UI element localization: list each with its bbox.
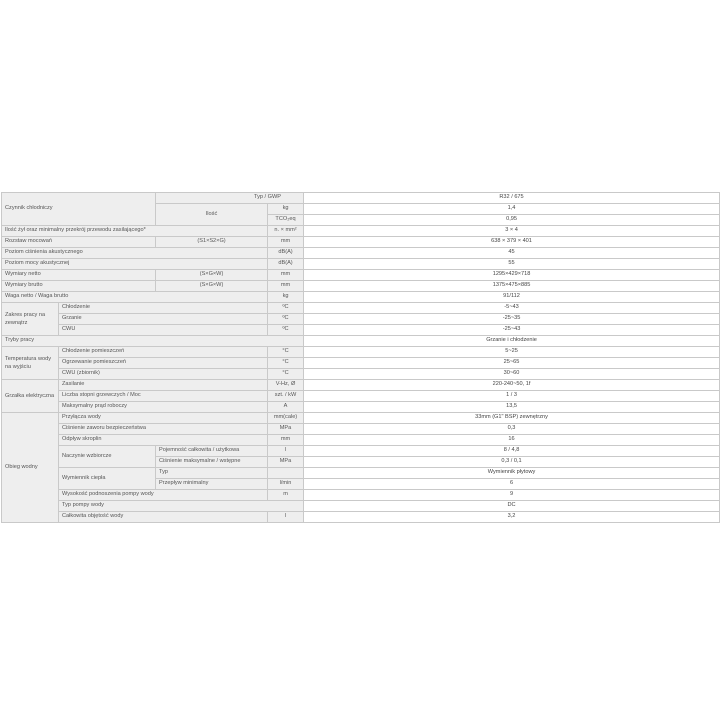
min-flow-value: 6 bbox=[304, 479, 720, 490]
kg-unit: kg bbox=[268, 204, 304, 215]
table-row bbox=[2, 501, 720, 512]
condensate-value: 16 bbox=[304, 435, 720, 446]
table-row bbox=[2, 380, 720, 391]
water-connection-label: Przyłącza wody bbox=[59, 413, 268, 424]
ext-range-value: -25~35 bbox=[304, 314, 720, 325]
water-temp-value: 30~60 bbox=[304, 369, 720, 380]
vessel-capacity-label: Pojemność całkowita / użytkowa bbox=[156, 446, 268, 457]
table-row bbox=[2, 314, 720, 325]
pump-head-unit: m bbox=[268, 490, 304, 501]
vessel-pressure-label: Ciśnienie maksymalne / wstępne bbox=[156, 457, 268, 468]
heater-unit: V-Hz, Ø bbox=[268, 380, 304, 391]
dim-net-unit: mm bbox=[268, 270, 304, 281]
weight-label: Waga netto / Waga brutto bbox=[2, 292, 268, 303]
pressure-value: 45 bbox=[304, 248, 720, 259]
table-row bbox=[2, 281, 720, 292]
water-temp-value: 25~65 bbox=[304, 358, 720, 369]
weight-unit: kg bbox=[268, 292, 304, 303]
table-row bbox=[2, 226, 720, 237]
pump-head-label: Wysokość podnoszenia pompy wody bbox=[59, 490, 268, 501]
water-circuit-label: Obieg wodny bbox=[2, 413, 59, 523]
tco2-unit: TCO₂eq bbox=[268, 215, 304, 226]
ext-range-unit: ºC bbox=[268, 314, 304, 325]
dim-net-sub: (S×G×W) bbox=[156, 270, 268, 281]
heater-unit: szt. / kW bbox=[268, 391, 304, 402]
ext-range-label: Zakres pracy na zewnątrz bbox=[2, 303, 59, 336]
mounting-unit: mm bbox=[268, 237, 304, 248]
table-row bbox=[2, 446, 720, 457]
water-volume-unit: l bbox=[268, 512, 304, 523]
table-row bbox=[2, 391, 720, 402]
table-row bbox=[2, 413, 720, 424]
heater-unit: A bbox=[268, 402, 304, 413]
table-row bbox=[2, 468, 720, 479]
table-row bbox=[2, 490, 720, 501]
heat-exchanger-label: Wymiennik ciepła bbox=[59, 468, 156, 490]
pump-head-value: 9 bbox=[304, 490, 720, 501]
ext-range-unit: ºC bbox=[268, 303, 304, 314]
table-row bbox=[2, 237, 720, 248]
water-temp-item: Chłodzenie pomieszczeń bbox=[59, 347, 268, 358]
mounting-value: 638 × 379 × 401 bbox=[304, 237, 720, 248]
mounting-sub: (S1×S2×G) bbox=[156, 237, 268, 248]
dim-gross-sub: (S×G×W) bbox=[156, 281, 268, 292]
spec-table bbox=[1, 192, 720, 523]
condensate-label: Odpływ skroplin bbox=[59, 435, 268, 446]
table-row bbox=[2, 512, 720, 523]
kg-value: 1,4 bbox=[304, 204, 720, 215]
power-unit: dB(A) bbox=[268, 259, 304, 270]
refrigerant-label: Czynnik chłodniczy bbox=[2, 193, 156, 226]
dim-gross-unit: mm bbox=[268, 281, 304, 292]
table-row bbox=[2, 259, 720, 270]
water-temp-item: Ogrzewanie pomieszczeń bbox=[59, 358, 268, 369]
expansion-vessel-label: Naczynie wzbiorcze bbox=[59, 446, 156, 468]
exchanger-type-value: Wymiennik płytowy bbox=[304, 468, 720, 479]
dim-net-label: Wymiary netto bbox=[2, 270, 156, 281]
vessel-capacity-unit: l bbox=[268, 446, 304, 457]
pump-type-value: DC bbox=[304, 501, 720, 512]
table-row bbox=[2, 248, 720, 259]
modes-value: Grzanie i chłodzenie bbox=[304, 336, 720, 347]
table-row bbox=[2, 292, 720, 303]
heater-label: Grzałka elektryczna bbox=[2, 380, 59, 413]
refrigerant-type-value: R32 / 675 bbox=[304, 193, 720, 204]
water-temp-label: Temperatura wody na wyjściu bbox=[2, 347, 59, 380]
table-row bbox=[2, 369, 720, 380]
power-value: 55 bbox=[304, 259, 720, 270]
dim-net-value: 1295×429×718 bbox=[304, 270, 720, 281]
cable-value: 3 × 4 bbox=[304, 226, 720, 237]
water-volume-label: Całkowita objętość wody bbox=[59, 512, 268, 523]
heater-value: 13,5 bbox=[304, 402, 720, 413]
water-temp-item: CWU (zbiornik) bbox=[59, 369, 268, 380]
water-temp-unit: °C bbox=[268, 369, 304, 380]
weight-value: 91/112 bbox=[304, 292, 720, 303]
exchanger-type-label: Typ bbox=[156, 468, 268, 479]
table-row bbox=[2, 325, 720, 336]
table-row bbox=[2, 435, 720, 446]
min-flow-unit: l/min bbox=[268, 479, 304, 490]
heater-item: Maksymalny prąd roboczy bbox=[59, 402, 268, 413]
vessel-capacity-value: 8 / 4,8 bbox=[304, 446, 720, 457]
water-connection-unit: mm(cale) bbox=[268, 413, 304, 424]
power-label: Poziom mocy akustycznej bbox=[2, 259, 268, 270]
ext-range-value: -25~43 bbox=[304, 325, 720, 336]
dim-gross-value: 1375×475×885 bbox=[304, 281, 720, 292]
dim-gross-label: Wymiary brutto bbox=[2, 281, 156, 292]
ext-range-item: Chłodzenie bbox=[59, 303, 268, 314]
safety-valve-label: Ciśnienie zaworu bezpieczeństwa bbox=[59, 424, 268, 435]
water-connection-value: 33mm (G1" BSP) zewnętrzny bbox=[304, 413, 720, 424]
refrigerant-type-label: Typ / GWP bbox=[156, 193, 304, 204]
modes-label: Tryby pracy bbox=[2, 336, 304, 347]
table-row bbox=[2, 402, 720, 413]
safety-valve-unit: MPa bbox=[268, 424, 304, 435]
table-row bbox=[2, 336, 720, 347]
cable-unit: n. × mm² bbox=[268, 226, 304, 237]
heater-item: Zasilanie bbox=[59, 380, 268, 391]
water-temp-value: 5~25 bbox=[304, 347, 720, 358]
refrigerant-qty-label: Ilość bbox=[156, 204, 268, 226]
ext-range-item: CWU bbox=[59, 325, 268, 336]
table-row bbox=[2, 424, 720, 435]
table-row bbox=[2, 193, 720, 204]
min-flow-label: Przepływ minimalny bbox=[156, 479, 268, 490]
heater-value: 220-240~50, 1f bbox=[304, 380, 720, 391]
condensate-unit: mm bbox=[268, 435, 304, 446]
table-row bbox=[2, 303, 720, 314]
safety-valve-value: 0,3 bbox=[304, 424, 720, 435]
cable-label: Ilość żył oraz minimalny przekrój przewodu zasilającego* bbox=[2, 226, 268, 237]
pump-type-label: Typ pompy wody bbox=[59, 501, 304, 512]
vessel-pressure-value: 0,3 / 0,1 bbox=[304, 457, 720, 468]
pressure-label: Poziom ciśnienia akustycznego bbox=[2, 248, 268, 259]
exchanger-type-unit bbox=[268, 468, 304, 479]
table-row bbox=[2, 347, 720, 358]
pressure-unit: dB(A) bbox=[268, 248, 304, 259]
tco2-value: 0,95 bbox=[304, 215, 720, 226]
heater-item: Liczba stopni grzewczych / Moc bbox=[59, 391, 268, 402]
mounting-label: Rozstaw mocowań bbox=[2, 237, 156, 248]
table-row bbox=[2, 358, 720, 369]
table-row bbox=[2, 270, 720, 281]
ext-range-unit: ºC bbox=[268, 325, 304, 336]
ext-range-value: -5~43 bbox=[304, 303, 720, 314]
water-temp-unit: °C bbox=[268, 358, 304, 369]
water-volume-value: 3,2 bbox=[304, 512, 720, 523]
heater-value: 1 / 3 bbox=[304, 391, 720, 402]
vessel-pressure-unit: MPa bbox=[268, 457, 304, 468]
water-temp-unit: °C bbox=[268, 347, 304, 358]
ext-range-item: Grzanie bbox=[59, 314, 268, 325]
